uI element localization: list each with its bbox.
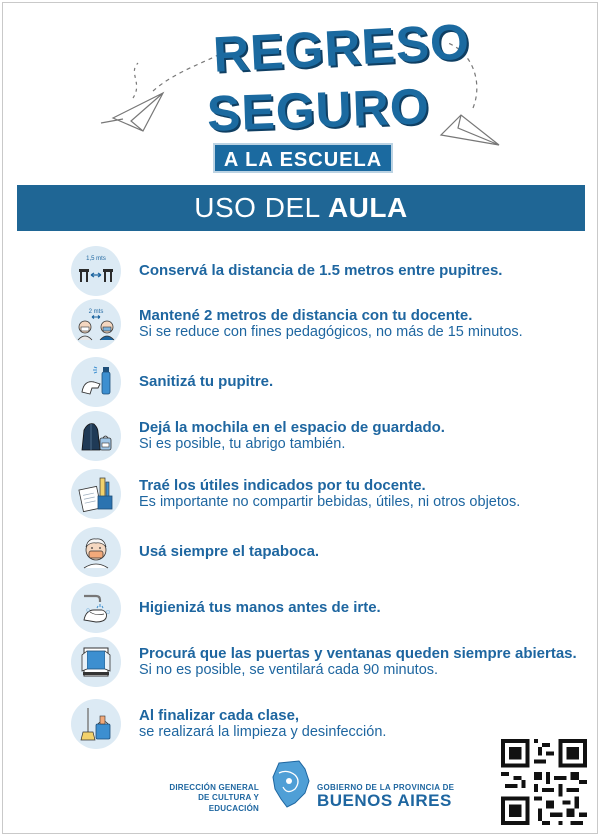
dept-line-2: DE CULTURA Y EDUCACIÓN: [198, 793, 259, 813]
province-map-emblem: [265, 759, 317, 811]
item-main-text: Usá siempre el tapaboca.: [139, 543, 320, 561]
list-item: [71, 637, 577, 687]
dgce-label: [163, 783, 259, 814]
regreso-seguro-logo: [153, 13, 472, 177]
teacher-distance-icon: [71, 299, 121, 349]
item-sub-text: Si se reduce con fines pedagógicos, no más de 15 minutos.: [139, 324, 523, 341]
icon-label: 2 mts: [88, 309, 104, 315]
item-sub-text: Si es posible, tu abrigo también.: [139, 436, 346, 453]
open-window-icon: [71, 637, 121, 687]
item-sub-text: Si no es posible, se ventilará cada 90 minutos.: [139, 662, 439, 679]
list-item: [71, 246, 571, 296]
list-item: [71, 357, 571, 407]
sanitize-spray-icon: [71, 357, 121, 407]
gov-big-text: BUENOS AIRES: [317, 791, 452, 810]
item-main-text: Al finalizar cada clase,: [139, 707, 300, 725]
school-supplies-icon: [71, 469, 121, 519]
hand-wash-icon: [71, 583, 121, 633]
list-item: [71, 411, 571, 461]
section-title: [17, 185, 585, 231]
list-item: [71, 469, 571, 519]
item-sub-text: se realizará la limpieza y desinfección.: [139, 724, 387, 741]
list-item: [71, 583, 571, 633]
list-item: [71, 299, 571, 349]
cleaning-supplies-icon: [71, 699, 121, 749]
dept-line-1: DIRECCIÓN GENERAL: [169, 783, 259, 792]
item-main-text: Procurá que las puertas y ventanas queden siempre abiertas.: [139, 645, 577, 663]
logo-line-1: REGRESO: [211, 13, 472, 83]
desks-distance-icon: [71, 246, 121, 296]
government-label: [317, 783, 454, 811]
gov-small-text: GOBIERNO DE LA PROVINCIA DE: [317, 783, 455, 792]
poster: [2, 2, 598, 834]
icon-label: 1,5 mts: [86, 256, 106, 262]
item-main-text: Traé los útiles indicados por tu docente.: [139, 477, 426, 495]
qr-code-icon[interactable]: [501, 739, 587, 825]
item-sub-text: Es importante no compartir bebidas, útiles, ni otros objetos.: [139, 494, 521, 511]
item-main-text: Conservá la distancia de 1.5 metros entre pupitres.: [139, 262, 503, 280]
item-main-text: Mantené 2 metros de distancia con tu docente.: [139, 307, 473, 325]
backpack-icon: [71, 411, 121, 461]
logo-line-2: SEGURO: [206, 78, 431, 142]
item-main-text: Dejá la mochila en el espacio de guardado.: [139, 419, 445, 437]
face-mask-icon: [71, 527, 121, 577]
section-title-bold: AULA: [327, 192, 408, 223]
item-main-text: Higienizá tus manos antes de irte.: [139, 599, 381, 617]
item-main-text: Sanitizá tu pupitre.: [139, 373, 274, 391]
logo-subtitle: A LA ESCUELA: [213, 143, 393, 173]
list-item: [71, 527, 571, 577]
list-item: [71, 699, 571, 749]
section-title-prefix: USO DEL: [194, 192, 320, 223]
